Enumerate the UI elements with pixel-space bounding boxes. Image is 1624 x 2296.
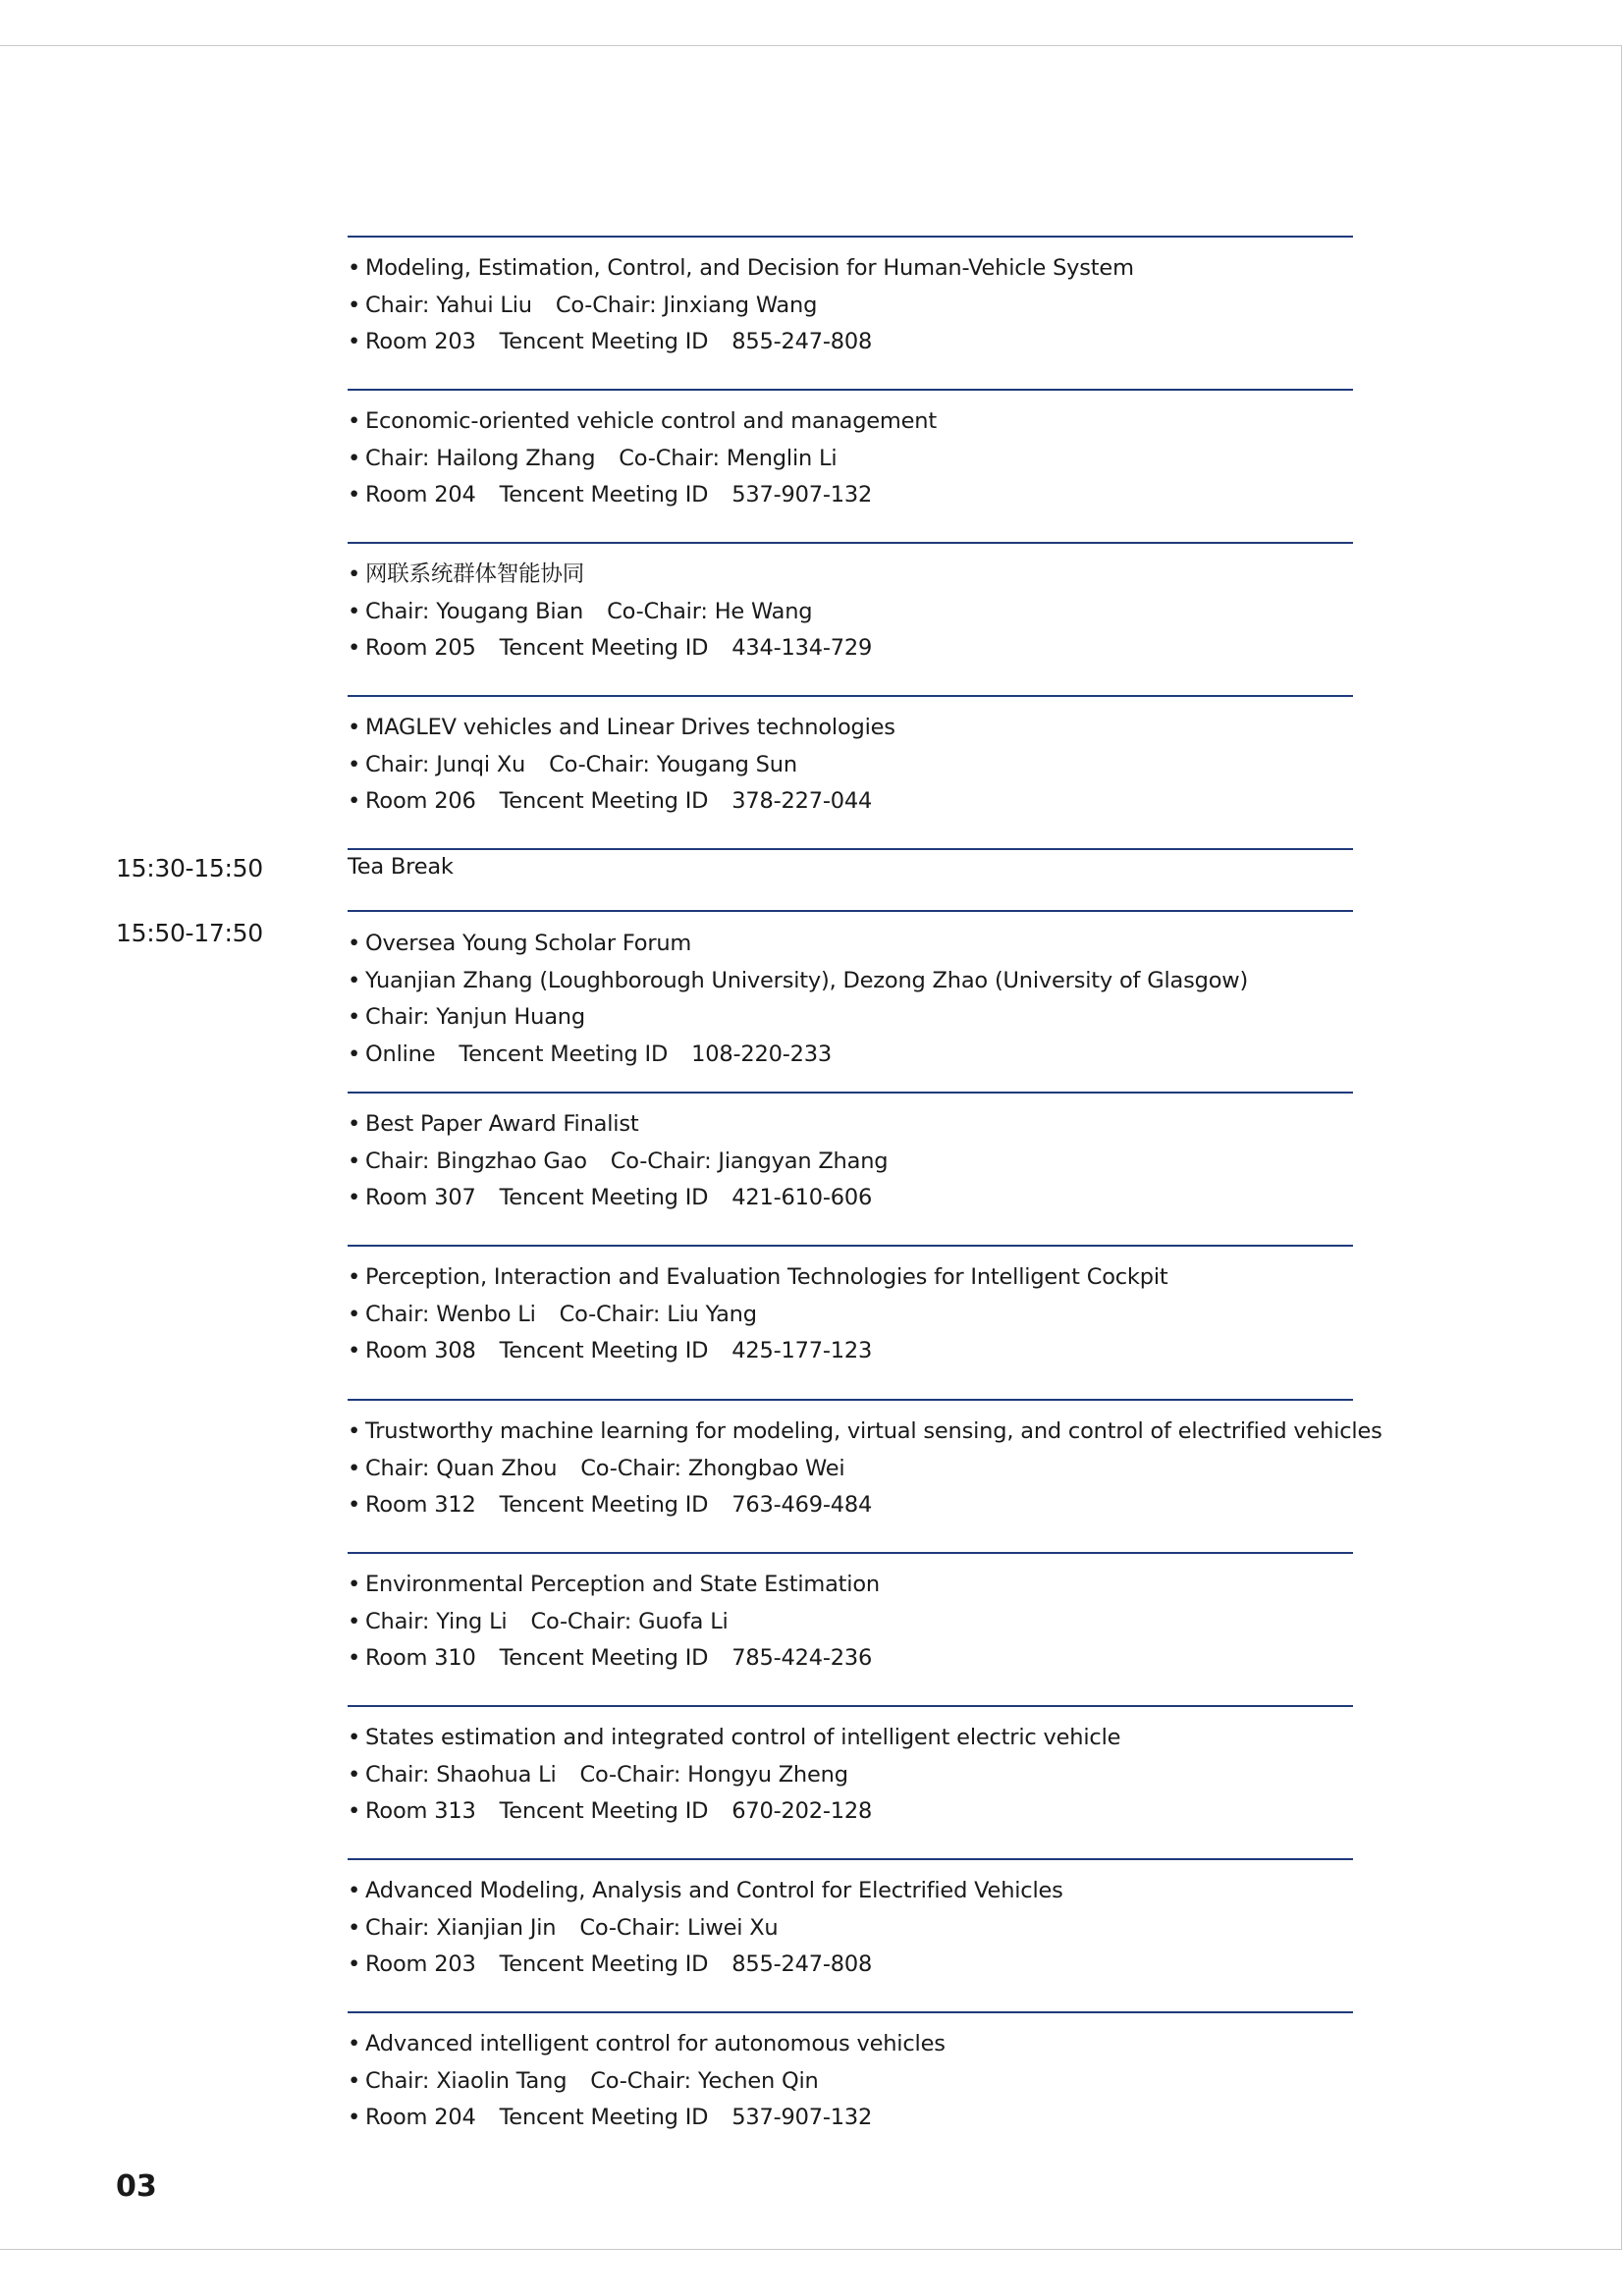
- session-line: [348, 597, 1353, 626]
- session-line: [348, 1607, 1353, 1636]
- session-text: Advanced intelligent control for autonomous vehicles: [365, 2031, 946, 2056]
- session-text: Tencent Meeting ID: [499, 1492, 709, 1518]
- session-line: [348, 966, 1353, 995]
- bullet-icon: •: [348, 1725, 361, 1750]
- session-line: [348, 633, 1353, 663]
- session-text: Co-Chair: Liu Yang: [559, 1301, 757, 1327]
- divider: [348, 1245, 1353, 1247]
- session-text: Modeling, Estimation, Control, and Decision for Human-Vehicle System: [365, 255, 1134, 281]
- session-text: Tencent Meeting ID: [499, 1338, 709, 1363]
- session-line: [348, 1300, 1353, 1329]
- session-text: 425-177-123: [731, 1338, 873, 1363]
- session-text: 108-220-233: [691, 1041, 832, 1067]
- divider: [348, 1092, 1353, 1094]
- session-text: Environmental Perception and State Estimation: [365, 1572, 880, 1597]
- session-line: [348, 713, 1353, 742]
- session-text: Tencent Meeting ID: [499, 482, 709, 507]
- session-text: Room 310: [365, 1645, 476, 1671]
- session-line: [348, 1183, 1353, 1212]
- bullet-icon: •: [348, 967, 361, 993]
- bullet-icon: •: [348, 715, 361, 740]
- session-text: 网联系统群体智能协同: [365, 561, 585, 587]
- bullet-icon: •: [348, 1418, 361, 1444]
- session-line: [348, 406, 1353, 436]
- session-text: Co-Chair: Jiangyan Zhang: [610, 1148, 889, 1174]
- bullet-icon: •: [348, 1455, 361, 1481]
- session-line: [348, 1723, 1353, 1752]
- bullet-icon: •: [348, 635, 361, 661]
- bullet-icon: •: [348, 1645, 361, 1671]
- session-text: Room 307: [365, 1185, 476, 1210]
- session-line: [348, 1454, 1353, 1483]
- session-line: [348, 1109, 1353, 1139]
- session-text: Trustworthy machine learning for modeling, virtual sensing, and control of electrified vehicles: [365, 1418, 1382, 1444]
- session-text: Room 203: [365, 1951, 476, 1977]
- session-text: 537-907-132: [731, 2105, 873, 2130]
- session-text: Room 312: [365, 1492, 476, 1518]
- session-text: Tencent Meeting ID: [499, 1951, 709, 1977]
- session-text: Tencent Meeting ID: [499, 2105, 709, 2130]
- session-text: Chair: Yanjun Huang: [365, 1004, 585, 1030]
- session-text: Tencent Meeting ID: [459, 1041, 669, 1067]
- session-text: Perception, Interaction and Evaluation Technologies for Intelligent Cockpit: [365, 1264, 1168, 1290]
- session-line: [348, 2029, 1353, 2058]
- session-text: Room 204: [365, 2105, 476, 2130]
- session-line: [348, 1002, 1353, 1032]
- bullet-icon: •: [348, 751, 361, 777]
- session-text: Chair: Yahui Liu: [365, 292, 532, 318]
- bullet-icon: •: [348, 1761, 361, 1788]
- session-line: [348, 2066, 1353, 2096]
- bullet-icon: •: [348, 1798, 361, 1824]
- session-text: Chair: Quan Zhou: [365, 1455, 558, 1481]
- session-text: 855-247-808: [731, 1951, 873, 1977]
- bullet-icon: •: [348, 1608, 361, 1634]
- bullet-icon: •: [348, 1264, 361, 1290]
- session-line: [348, 560, 1353, 589]
- divider: [348, 848, 1353, 850]
- session-line: [348, 1913, 1353, 1943]
- bullet-icon: •: [348, 1572, 361, 1597]
- divider: [348, 1552, 1353, 1554]
- bullet-icon: •: [348, 1185, 361, 1210]
- session-text: 537-907-132: [731, 482, 873, 507]
- session-text: Co-Chair: Yechen Qin: [590, 2067, 819, 2094]
- divider: [348, 236, 1353, 238]
- session-text: 378-227-044: [731, 788, 873, 814]
- session-line: [348, 444, 1353, 473]
- divider: [348, 389, 1353, 391]
- bullet-icon: •: [348, 2067, 361, 2094]
- session-line: [348, 1262, 1353, 1292]
- session-text: Chair: Bingzhao Gao: [365, 1148, 587, 1174]
- session-text: Chair: Hailong Zhang: [365, 445, 596, 471]
- session-text: 434-134-729: [731, 635, 873, 661]
- session-block-time: 15:50-17:50: [116, 919, 263, 947]
- session-text: Tencent Meeting ID: [499, 1798, 709, 1824]
- session-text: 670-202-128: [731, 1798, 873, 1824]
- session-line: [348, 1147, 1353, 1176]
- session-line: [348, 1876, 1353, 1905]
- bullet-icon: •: [348, 788, 361, 814]
- bullet-icon: •: [348, 1148, 361, 1174]
- bullet-icon: •: [348, 2105, 361, 2130]
- session-text: 763-469-484: [731, 1492, 873, 1518]
- session-line: [348, 253, 1353, 283]
- session-line: [348, 786, 1353, 816]
- session-text: Room 308: [365, 1338, 476, 1363]
- session-text: Co-Chair: Jinxiang Wang: [555, 292, 818, 318]
- session-text: Co-Chair: Menglin Li: [619, 445, 838, 471]
- bullet-icon: •: [348, 1004, 361, 1030]
- session-text: Co-Chair: Liwei Xu: [579, 1914, 779, 1941]
- session-line: [348, 750, 1353, 779]
- bullet-icon: •: [348, 1492, 361, 1518]
- session-text: Economic-oriented vehicle control and management: [365, 408, 937, 434]
- session-text: Advanced Modeling, Analysis and Control for Electrified Vehicles: [365, 1878, 1063, 1903]
- divider: [348, 542, 1353, 544]
- divider: [348, 910, 1353, 912]
- session-text: 421-610-606: [731, 1185, 873, 1210]
- tea-break-label: Tea Break: [348, 854, 454, 880]
- session-text: Room 203: [365, 329, 476, 354]
- session-text: 785-424-236: [731, 1645, 873, 1671]
- session-line: [348, 1336, 1353, 1365]
- session-text: Chair: Junqi Xu: [365, 751, 526, 777]
- session-line: [348, 1949, 1353, 1979]
- session-text: Room 204: [365, 482, 476, 507]
- session-text: Room 205: [365, 635, 476, 661]
- session-text: Oversea Young Scholar Forum: [365, 931, 692, 956]
- session-text: Chair: Xianjian Jin: [365, 1914, 557, 1941]
- session-text: Tencent Meeting ID: [499, 329, 709, 354]
- divider: [348, 2011, 1353, 2013]
- session-text: Chair: Xiaolin Tang: [365, 2067, 568, 2094]
- bullet-icon: •: [348, 931, 361, 956]
- session-line: [348, 1570, 1353, 1599]
- session-line: [348, 1643, 1353, 1673]
- session-line: [348, 327, 1353, 356]
- bullet-icon: •: [348, 561, 361, 587]
- bullet-icon: •: [348, 292, 361, 318]
- divider: [348, 695, 1353, 697]
- bullet-icon: •: [348, 329, 361, 354]
- divider: [348, 1705, 1353, 1707]
- session-text: Co-Chair: He Wang: [607, 598, 813, 624]
- bullet-icon: •: [348, 1914, 361, 1941]
- session-text: Co-Chair: Yougang Sun: [549, 751, 797, 777]
- bullet-icon: •: [348, 1951, 361, 1977]
- session-text: MAGLEV vehicles and Linear Drives technologies: [365, 715, 895, 740]
- session-line: [348, 1490, 1353, 1520]
- session-line: [348, 1796, 1353, 1826]
- session-line: [348, 1040, 1353, 1069]
- session-text: Chair: Ying Li: [365, 1608, 508, 1634]
- session-text: Chair: Wenbo Li: [365, 1301, 536, 1327]
- session-text: Co-Chair: Guofa Li: [530, 1608, 729, 1634]
- session-line: [348, 2103, 1353, 2132]
- session-text: Tencent Meeting ID: [499, 635, 709, 661]
- divider: [348, 1858, 1353, 1860]
- page-number: 03: [116, 2169, 157, 2204]
- session-line: [348, 480, 1353, 509]
- session-text: 855-247-808: [731, 329, 873, 354]
- session-text: Tencent Meeting ID: [499, 788, 709, 814]
- bullet-icon: •: [348, 1041, 361, 1067]
- session-text: Co-Chair: Hongyu Zheng: [579, 1761, 848, 1788]
- bullet-icon: •: [348, 1878, 361, 1903]
- bullet-icon: •: [348, 408, 361, 434]
- bullet-icon: •: [348, 1301, 361, 1327]
- session-text: Room 206: [365, 788, 476, 814]
- bullet-icon: •: [348, 598, 361, 624]
- session-text: Tencent Meeting ID: [499, 1185, 709, 1210]
- session-line: [348, 1416, 1382, 1446]
- session-line: [348, 291, 1353, 320]
- session-text: Best Paper Award Finalist: [365, 1111, 639, 1137]
- divider: [348, 1399, 1353, 1401]
- session-text: Co-Chair: Zhongbao Wei: [580, 1455, 845, 1481]
- bullet-icon: •: [348, 1111, 361, 1137]
- bullet-icon: •: [348, 2031, 361, 2056]
- bullet-icon: •: [348, 255, 361, 281]
- session-text: Room 313: [365, 1798, 476, 1824]
- session-text: Yuanjian Zhang (Loughborough University), Dezong Zhao (University of Glasgow): [365, 967, 1249, 993]
- session-text: States estimation and integrated control of intelligent electric vehicle: [365, 1725, 1121, 1750]
- session-line: [348, 1760, 1353, 1789]
- session-text: Tencent Meeting ID: [499, 1645, 709, 1671]
- session-text: Chair: Yougang Bian: [365, 598, 584, 624]
- bullet-icon: •: [348, 482, 361, 507]
- bullet-icon: •: [348, 1338, 361, 1363]
- session-text: Chair: Shaohua Li: [365, 1761, 557, 1788]
- tea-break-time: 15:30-15:50: [116, 854, 263, 882]
- bullet-icon: •: [348, 445, 361, 471]
- session-text: Online: [365, 1041, 436, 1067]
- session-line: [348, 929, 1353, 958]
